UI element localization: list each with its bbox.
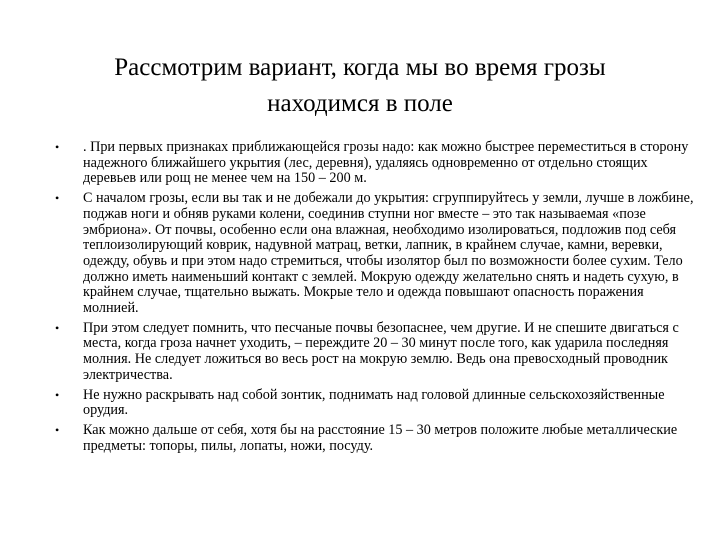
bullet-dot-icon: • xyxy=(55,422,60,437)
bullet-item-4 xyxy=(55,388,695,419)
bullet-item-2 xyxy=(55,191,695,317)
slide-title-line-1: Рассмотрим вариант, когда мы во время грозы xyxy=(114,54,606,81)
bullet-dot-icon: • xyxy=(55,191,60,206)
bullet-item-5 xyxy=(55,423,695,454)
bullet-text-4: Не нужно раскрывать над собой зонтик, поднимать над головой длинные сельскохозяйственные орудия. xyxy=(83,386,665,419)
bullet-item-3 xyxy=(55,321,695,384)
bullet-dot-icon: • xyxy=(55,140,60,154)
bullet-text-1: . При первых признаках приближающейся грозы надо: как можно быстрее переместиться в сторону надежного ближайшего укрытия (лес, деревня), удаляясь одновременно от отдельно стоящих деревьев или рощ не менее чем на 150 – 200 м. xyxy=(83,139,689,187)
slide-title xyxy=(60,50,660,122)
bullet-dot-icon: • xyxy=(55,387,60,402)
bullet-text-3: При этом следует помнить, что песчаные почвы безопаснее, чем другие. И не спешите двигаться с места, когда гроза начнет уходить, – переждите 20 – 30 минут после того, как ударила последняя молния. Не следует ложиться во весь рост на мокрую землю. Ведь она превосходный проводник электричества. xyxy=(83,319,679,383)
bullet-dot-icon: • xyxy=(55,320,60,335)
bullet-text-2: С началом грозы, если вы так и не добежали до укрытия: сгруппируйтесь у земли, лучше в ложбине, поджав ноги и обняв руками колени, соединив ступни ног вместе – это так называемая «позе эмбриона». От почвы, особенно если она влажная, необходимо изолироваться, подложив под себя теплоизолирующий коврик, надувной матрац, ветки, лапник, в крайнем случае, камни, веревки, одежду, обувь и при этом надо стремиться, чтобы изолятор был по возможности более сухим. Тело должно иметь наименьший контакт с землей. Мокрую одежду желательно снять и надеть сухую, в крайнем случае, тщательно выжать. Мокрые тело и одежда повышают опасность поражения молнией. xyxy=(83,190,694,317)
bullet-text-5: Как можно дальше от себя, хотя бы на расстояние 15 – 30 метров положите любые металлические предметы: топоры, пилы, лопаты, ножи, посуду. xyxy=(83,421,678,454)
bullet-item-1 xyxy=(55,140,695,187)
slide-title-line-2: находимся в поле xyxy=(267,90,453,117)
bullet-list xyxy=(55,140,695,458)
